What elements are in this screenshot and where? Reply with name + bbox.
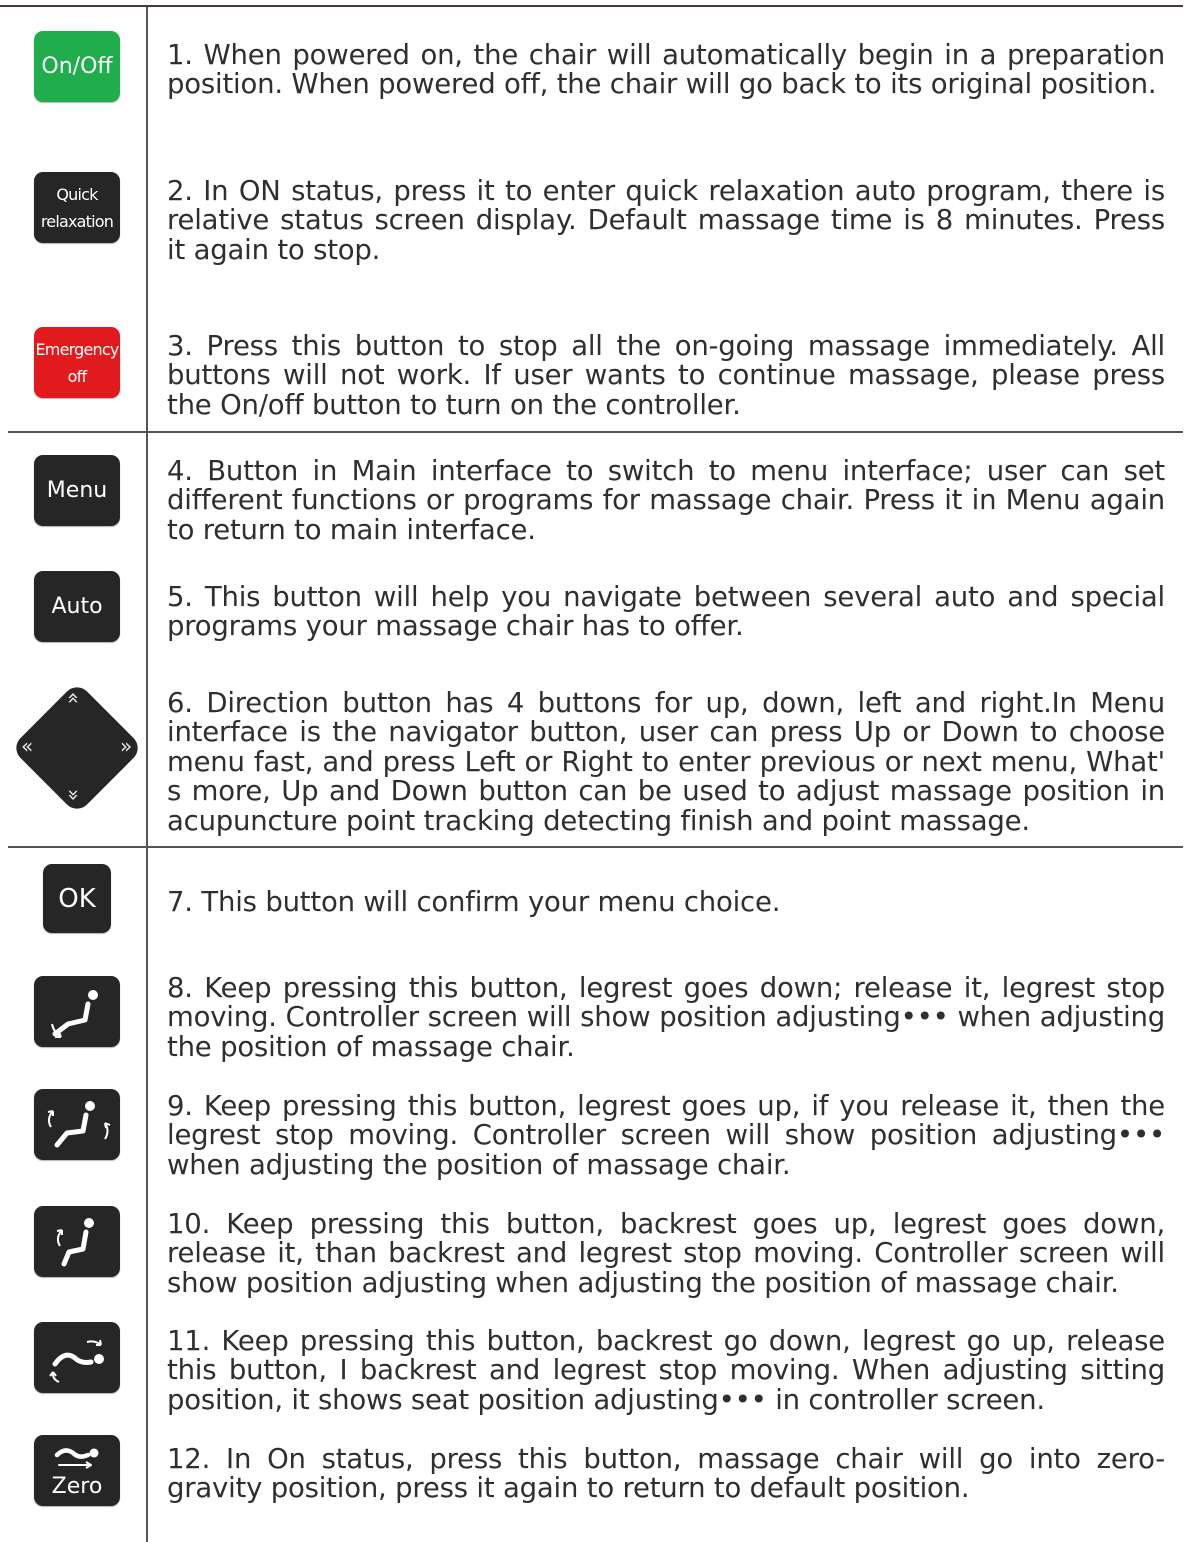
instruction-row-9 — [0, 1083, 1188, 1201]
instruction-row-1 — [0, 0, 1188, 150]
instruction-row-2 — [0, 150, 1188, 300]
emergency-off-button[interactable] — [34, 327, 120, 398]
backrest-down-button[interactable] — [34, 1322, 120, 1393]
instruction-row-6 — [0, 670, 1188, 846]
on-off-button-label: On/Off — [41, 54, 113, 79]
emergency-off-line1: Emergency — [35, 339, 119, 359]
backrest-up-button[interactable] — [34, 1206, 120, 1277]
instruction-text-4: 4. Button in Main interface to switch to menu interface; user can set different functions or programs for massage chair. Press it in Menu again to return to main interface. — [167, 455, 1165, 546]
zero-gravity-icon — [47, 1443, 107, 1473]
direction-pad-icon[interactable] — [10, 681, 144, 815]
menu-button[interactable] — [34, 455, 120, 526]
zero-gravity-button-label: Zero — [51, 1473, 103, 1499]
ok-button-label: OK — [58, 883, 96, 914]
instruction-text-5: 5. This button will help you navigate between several auto and special programs your massage chair has to offer. — [167, 581, 1165, 643]
legrest-up-button[interactable] — [34, 1089, 120, 1160]
auto-button[interactable] — [34, 571, 120, 642]
instruction-row-3 — [0, 300, 1188, 431]
instruction-text-7: 7. This button will confirm your menu choice. — [167, 886, 781, 918]
instruction-text-9: 9. Keep pressing this button, legrest goes up, if you release it, then the legrest stop moving. Controller screen will show position adjusting••• when adjusting the position of massage chair. — [167, 1090, 1165, 1181]
right-arrow-icon[interactable]: » — [120, 734, 133, 758]
backrest-down-icon — [39, 1328, 115, 1388]
emergency-off-line2: off — [67, 366, 87, 386]
ok-button[interactable] — [43, 864, 111, 933]
instruction-row-7 — [0, 847, 1188, 965]
on-off-button[interactable] — [34, 31, 120, 102]
down-arrow-icon[interactable]: » — [62, 788, 87, 802]
quick-relaxation-line2: relaxation — [40, 211, 114, 231]
instruction-row-10 — [0, 1201, 1188, 1318]
instruction-text-11: 11. Keep pressing this button, backrest go down, legrest go up, release this button, I backrest and legrest stop moving. When adjusting sitting position, it shows seat position adjusting••• in controller screen. — [167, 1325, 1165, 1416]
menu-button-label: Menu — [46, 478, 108, 503]
instruction-text-1: 1. When powered on, the chair will automatically begin in a preparation position. When powered off, the chair will go back to its original position. — [167, 39, 1165, 101]
instruction-text-10: 10. Keep pressing this button, backrest goes up, legrest goes down, release it, than backrest and legrest stop moving. Controller screen will show position adjusting when adjusting the position of massage chair. — [167, 1208, 1165, 1299]
instruction-row-11 — [0, 1318, 1188, 1436]
instruction-text-6: 6. Direction button has 4 buttons for up, down, left and right.In Menu interface is the navigator button, user can press Up or Down to choose menu fast, and press Left or Right to enter previous or next menu, What' s more, Up and Down button can be used to adjust massage position in acupuncture point tracking detecting finish and point massage. — [167, 687, 1165, 837]
instruction-text-8: 8. Keep pressing this button, legrest goes down; release it, legrest stop moving. Controller screen will show position adjusting••• when adjusting the position of massage chair. — [167, 972, 1165, 1063]
legrest-up-icon — [39, 1095, 115, 1155]
legrest-down-button[interactable] — [34, 976, 120, 1047]
instruction-row-5 — [0, 550, 1188, 670]
instruction-text-2: 2. In ON status, press it to enter quick relaxation auto program, there is relative status screen display. Default massage time is 8 minutes. Press it again to stop. — [167, 175, 1165, 266]
backrest-up-icon — [42, 1212, 112, 1272]
instruction-row-4 — [0, 432, 1188, 550]
quick-relaxation-line1: Quick — [56, 184, 98, 204]
left-arrow-icon[interactable]: « — [21, 734, 34, 758]
auto-button-label: Auto — [51, 594, 103, 619]
instruction-row-8 — [0, 965, 1188, 1083]
legrest-down-icon — [42, 982, 112, 1042]
zero-gravity-button[interactable] — [34, 1435, 120, 1506]
instruction-text-3: 3. Press this button to stop all the on-going massage immediately. All buttons will not work. If user wants to continue massage, please press the On/off button to turn on the controller. — [167, 330, 1165, 421]
instruction-row-12 — [0, 1436, 1188, 1542]
quick-relaxation-button[interactable] — [34, 172, 120, 243]
up-arrow-icon[interactable]: « — [62, 691, 87, 705]
instruction-text-12: 12. In On status, press this button, massage chair will go into zero-gravity position, press it again to return to default position. — [167, 1443, 1165, 1505]
